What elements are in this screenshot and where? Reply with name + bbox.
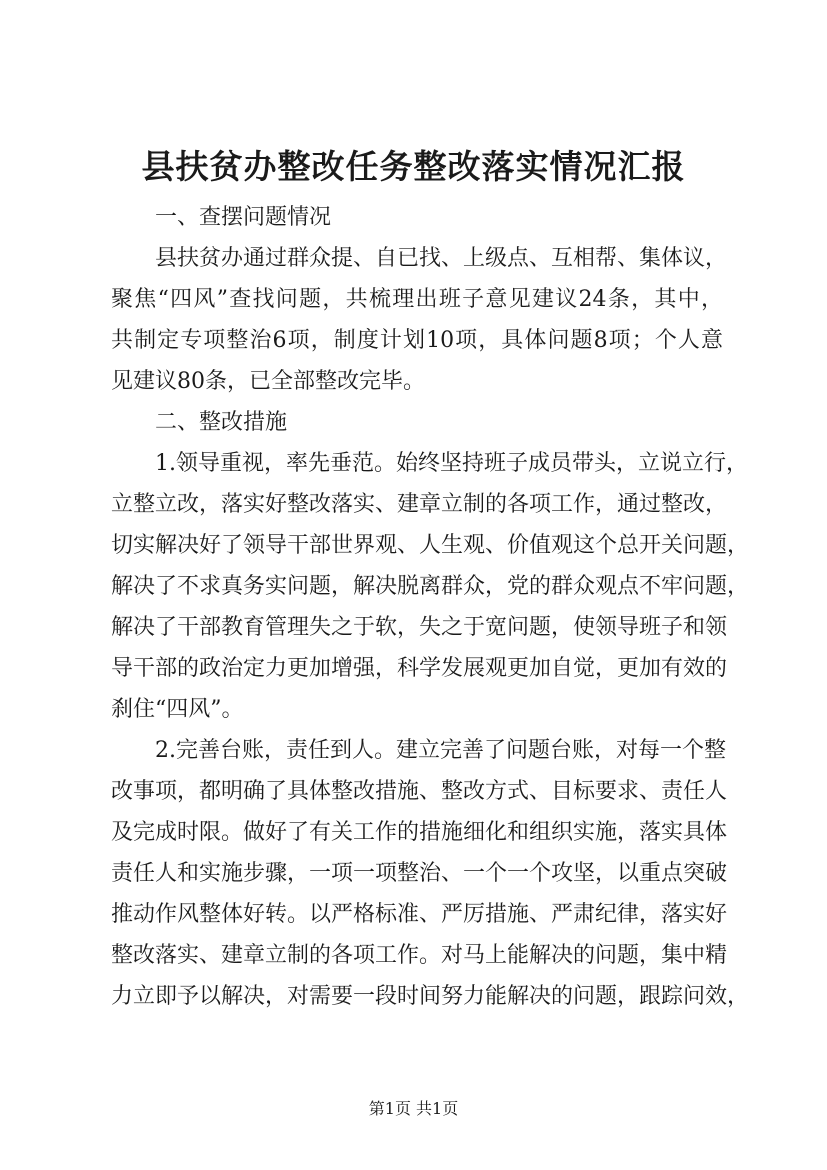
paragraph-line: 导干部的政治定力更加增强，科学发展观更加自觉，更加有效的 bbox=[111, 656, 728, 681]
paragraph-line: 推动作风整体好转。以严格标准、严厉措施、严肃纪律，落实好 bbox=[111, 902, 728, 927]
paragraph-line: 立整立改，落实好整改落实、建章立制的各项工作，通过整改， bbox=[111, 492, 728, 517]
paragraph-line: 解决了干部教育管理失之于软，失之于宽问题，使领导班子和领 bbox=[111, 615, 728, 640]
document-body bbox=[111, 197, 750, 1017]
paragraph-line: 刹住“四风”。 bbox=[111, 697, 244, 722]
document-title: 县扶贫办整改任务整改落实情况汇报 bbox=[141, 147, 686, 186]
paragraph-line: 改事项，都明确了具体整改措施、整改方式、目标要求、责任人 bbox=[111, 779, 728, 804]
section-heading: 一、查摆问题情况 bbox=[155, 205, 332, 230]
paragraph-line: 切实解决好了领导干部世界观、人生观、价值观这个总开关问题， bbox=[111, 533, 750, 558]
paragraph-line: 聚焦“四风”查找问题，共梳理出班子意见建议24条，其中， bbox=[111, 287, 723, 312]
section-heading: 二、整改措施 bbox=[155, 410, 288, 435]
paragraph-line: 1.领导重视，率先垂范。始终坚持班子成员带头，立说立行， bbox=[155, 451, 748, 476]
paragraph-line: 县扶贫办通过群众提、自已找、上级点、互相帮、集体议， bbox=[155, 246, 728, 271]
paragraph-line: 2.完善台账，责任到人。建立完善了问题台账，对每一个整 bbox=[155, 738, 726, 763]
page-number-footer: 第1页 共1页 bbox=[368, 1099, 459, 1118]
paragraph-line: 解决了不求真务实问题，解决脱离群众，党的群众观点不牢问题， bbox=[111, 574, 750, 599]
paragraph-line: 力立即予以解决，对需要一段时间努力能解决的问题，跟踪问效， bbox=[111, 984, 750, 1009]
paragraph-line: 共制定专项整治6项，制度计划10项，具体问题8项；个人意 bbox=[111, 328, 723, 353]
paragraph-line: 责任人和实施步骤，一项一项整治、一个一个攻坚，以重点突破 bbox=[111, 861, 728, 886]
paragraph-line: 见建议80条，已全部整改完毕。 bbox=[111, 369, 425, 394]
paragraph-line: 及完成时限。做好了有关工作的措施细化和组织实施，落实具体 bbox=[111, 820, 728, 845]
paragraph-line: 整改落实、建章立制的各项工作。对马上能解决的问题，集中精 bbox=[111, 943, 728, 968]
